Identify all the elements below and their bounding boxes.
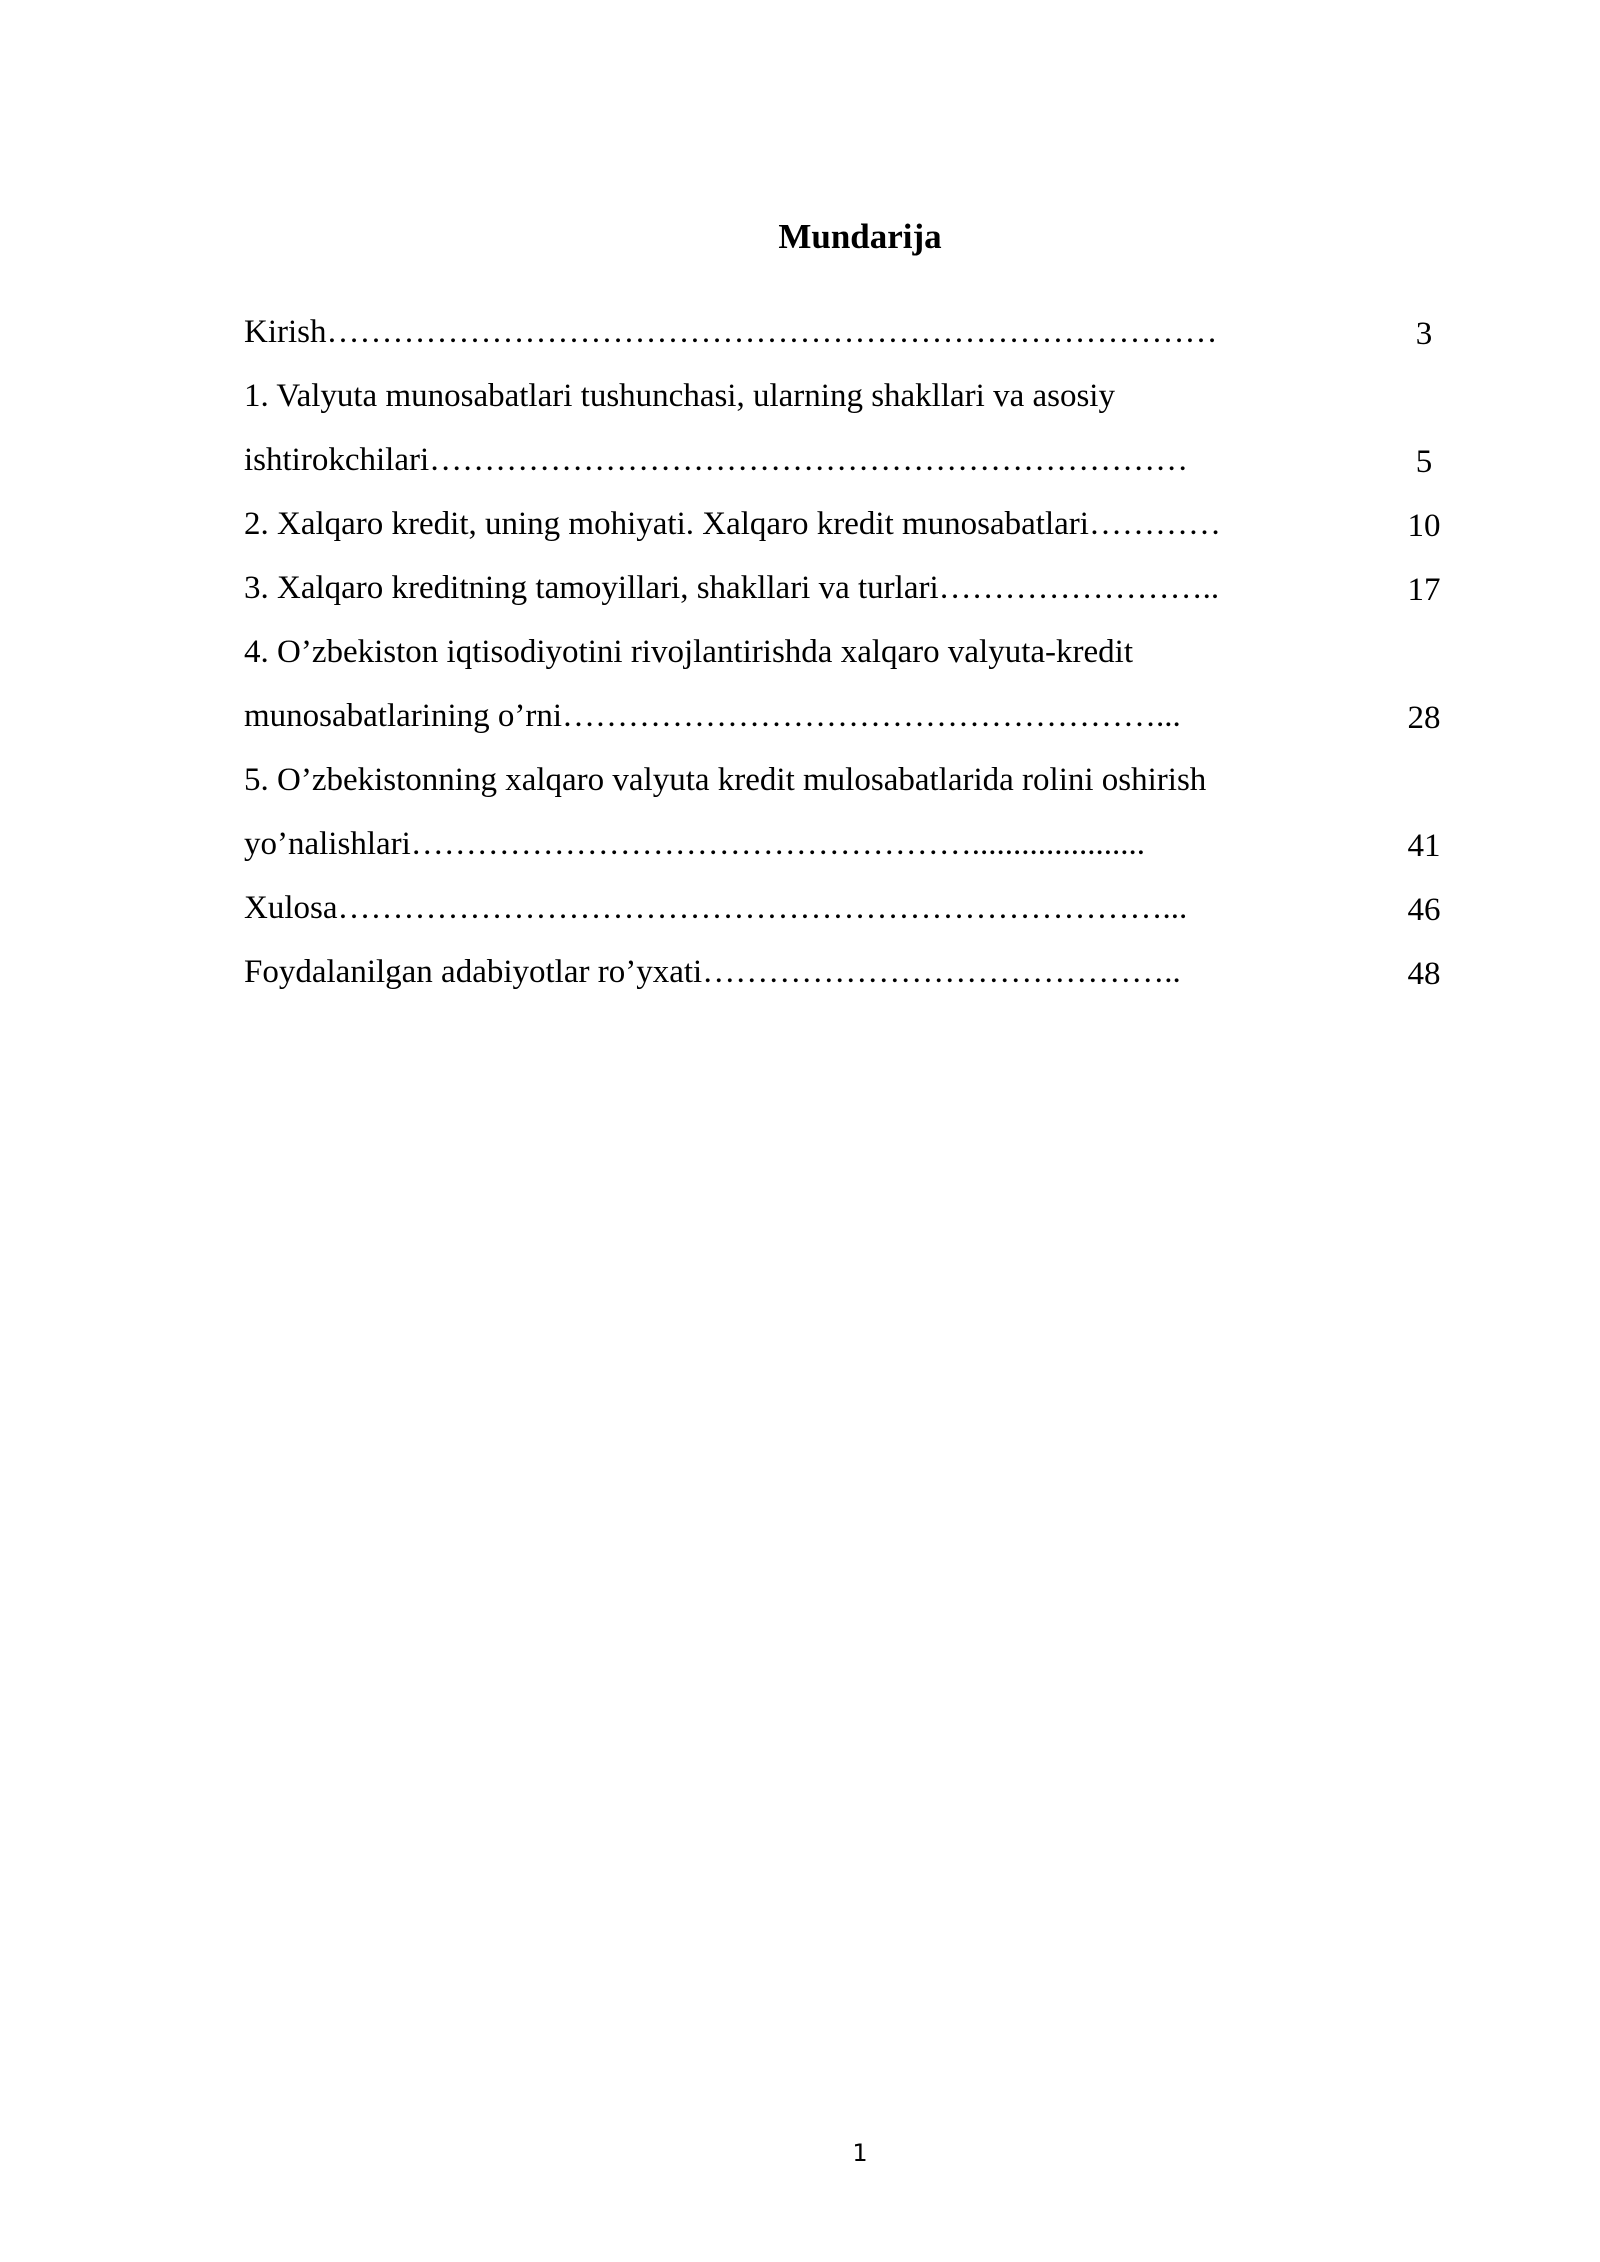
toc-entry-1-line-2 bbox=[244, 428, 1464, 492]
toc-page-number: 41 bbox=[1407, 828, 1441, 864]
toc-entry-text: 4. O’zbekiston iqtisodiyotini rivojlantirishda xalqaro valyuta-kredit bbox=[244, 634, 1133, 670]
toc-page-number: 28 bbox=[1407, 700, 1441, 736]
toc-entry-5-line-2 bbox=[244, 812, 1464, 876]
toc-entry-adabiyotlar bbox=[244, 940, 1464, 1004]
toc-entry-text: Foydalanilgan adabiyotlar ro’yxati…………………………………….. bbox=[244, 954, 1181, 990]
toc-page-number: 10 bbox=[1407, 508, 1441, 544]
toc-entry-xulosa bbox=[244, 876, 1464, 940]
toc-entry-text: 2. Xalqaro kredit, uning mohiyati. Xalqaro kredit munosabatlari………… bbox=[244, 506, 1221, 542]
table-of-contents bbox=[244, 300, 1464, 1004]
toc-page-number: 46 bbox=[1407, 892, 1441, 928]
toc-entry-text: yo’nalishlari……………………………………………..................... bbox=[244, 826, 1146, 862]
toc-entry-text: 1. Valyuta munosabatlari tushunchasi, ularning shakllari va asosiy bbox=[244, 378, 1115, 414]
toc-page-number: 48 bbox=[1407, 956, 1441, 992]
toc-entry-text: 3. Xalqaro kreditning tamoyillari, shakllari va turlari…………………….. bbox=[244, 570, 1220, 606]
toc-entry-3 bbox=[244, 556, 1464, 620]
toc-entry-text: munosabatlarining o’rni………………………………………………... bbox=[244, 698, 1181, 734]
footer-page-number: 1 bbox=[852, 2139, 868, 2167]
toc-entry-2 bbox=[244, 492, 1464, 556]
toc-entry-1-line-1 bbox=[244, 364, 1464, 428]
toc-entry-kirish bbox=[244, 300, 1464, 364]
toc-entry-4-line-2 bbox=[244, 684, 1464, 748]
toc-entry-text: Xulosa…………………………………………………………………... bbox=[244, 890, 1188, 926]
toc-entry-text: Kirish……………………………………………………………………… bbox=[244, 314, 1218, 350]
toc-page-number: 5 bbox=[1415, 444, 1433, 480]
toc-entry-4-line-1 bbox=[244, 620, 1464, 684]
toc-page-number: 3 bbox=[1415, 316, 1433, 352]
toc-page-number: 17 bbox=[1407, 572, 1441, 608]
toc-entry-text: ishtirokchilari…………………………………………………………… bbox=[244, 442, 1189, 478]
toc-entry-5-line-1 bbox=[244, 748, 1464, 812]
page-title: Mundarija bbox=[778, 217, 942, 256]
toc-entry-text: 5. O’zbekistonning xalqaro valyuta kredit mulosabatlarida rolini oshirish bbox=[244, 762, 1207, 798]
